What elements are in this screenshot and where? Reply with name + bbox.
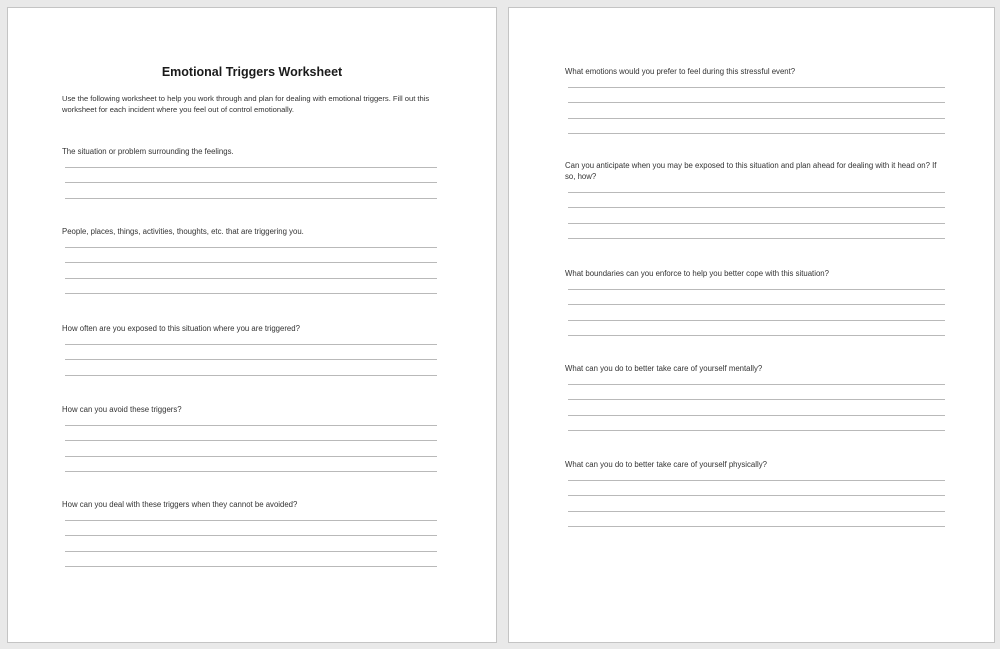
answer-line[interactable] xyxy=(65,471,437,472)
answer-line[interactable] xyxy=(568,415,945,416)
answer-line[interactable] xyxy=(568,495,945,496)
question-block xyxy=(565,363,945,374)
question-block xyxy=(565,66,945,77)
answer-line[interactable] xyxy=(65,520,437,521)
answer-line[interactable] xyxy=(65,425,437,426)
worksheet-intro: Use the following worksheet to help you work through and plan for dealing with emotional triggers. Fill out this worksheet for each incident where you feel out of control emotionally. xyxy=(62,94,430,114)
answer-line[interactable] xyxy=(65,182,437,183)
answer-line[interactable] xyxy=(65,344,437,345)
answer-line[interactable] xyxy=(568,480,945,481)
question-text: People, places, things, activities, thoughts, etc. that are triggering you. xyxy=(62,227,304,236)
answer-line[interactable] xyxy=(65,440,437,441)
answer-line[interactable] xyxy=(65,247,437,248)
question-text: What can you do to better take care of yourself physically? xyxy=(565,460,767,469)
answer-line[interactable] xyxy=(65,198,437,199)
question-text: Can you anticipate when you may be exposed to this situation and plan ahead for dealing with it head on? If so, how? xyxy=(565,161,937,181)
answer-line[interactable] xyxy=(568,335,945,336)
answer-line[interactable] xyxy=(65,375,437,376)
answer-line[interactable] xyxy=(568,304,945,305)
worksheet-title: Emotional Triggers Worksheet xyxy=(161,65,343,79)
question-block xyxy=(62,499,437,510)
answer-line[interactable] xyxy=(568,118,945,119)
answer-line[interactable] xyxy=(568,207,945,208)
question-text: What emotions would you prefer to feel during this stressful event? xyxy=(565,67,796,76)
answer-line[interactable] xyxy=(568,430,945,431)
question-text: How often are you exposed to this situation where you are triggered? xyxy=(62,324,300,333)
answer-line[interactable] xyxy=(65,293,437,294)
answer-line[interactable] xyxy=(65,262,437,263)
answer-line[interactable] xyxy=(65,359,437,360)
answer-line[interactable] xyxy=(65,167,437,168)
question-text: What can you do to better take care of yourself mentally? xyxy=(565,364,763,373)
question-block xyxy=(62,323,437,334)
question-block xyxy=(62,226,437,237)
answer-line[interactable] xyxy=(568,223,945,224)
question-text: How can you avoid these triggers? xyxy=(62,405,182,414)
answer-line[interactable] xyxy=(568,87,945,88)
question-block xyxy=(565,160,945,182)
answer-line[interactable] xyxy=(568,102,945,103)
question-block xyxy=(62,404,437,415)
worksheet-page-2 xyxy=(508,7,995,643)
answer-line[interactable] xyxy=(65,566,437,567)
answer-line[interactable] xyxy=(568,289,945,290)
question-text: How can you deal with these triggers when they cannot be avoided? xyxy=(62,500,298,509)
answer-line[interactable] xyxy=(568,384,945,385)
answer-line[interactable] xyxy=(65,551,437,552)
question-text: What boundaries can you enforce to help you better cope with this situation? xyxy=(565,269,829,278)
question-block xyxy=(565,459,945,470)
answer-line[interactable] xyxy=(568,320,945,321)
answer-line[interactable] xyxy=(65,456,437,457)
answer-line[interactable] xyxy=(568,238,945,239)
question-block xyxy=(565,268,945,279)
answer-line[interactable] xyxy=(568,133,945,134)
answer-line[interactable] xyxy=(568,399,945,400)
answer-line[interactable] xyxy=(65,278,437,279)
answer-line[interactable] xyxy=(65,535,437,536)
worksheet-page-1 xyxy=(7,7,497,643)
answer-line[interactable] xyxy=(568,192,945,193)
answer-line[interactable] xyxy=(568,526,945,527)
question-block xyxy=(62,146,437,157)
answer-line[interactable] xyxy=(568,511,945,512)
question-text: The situation or problem surrounding the feelings. xyxy=(62,147,234,156)
